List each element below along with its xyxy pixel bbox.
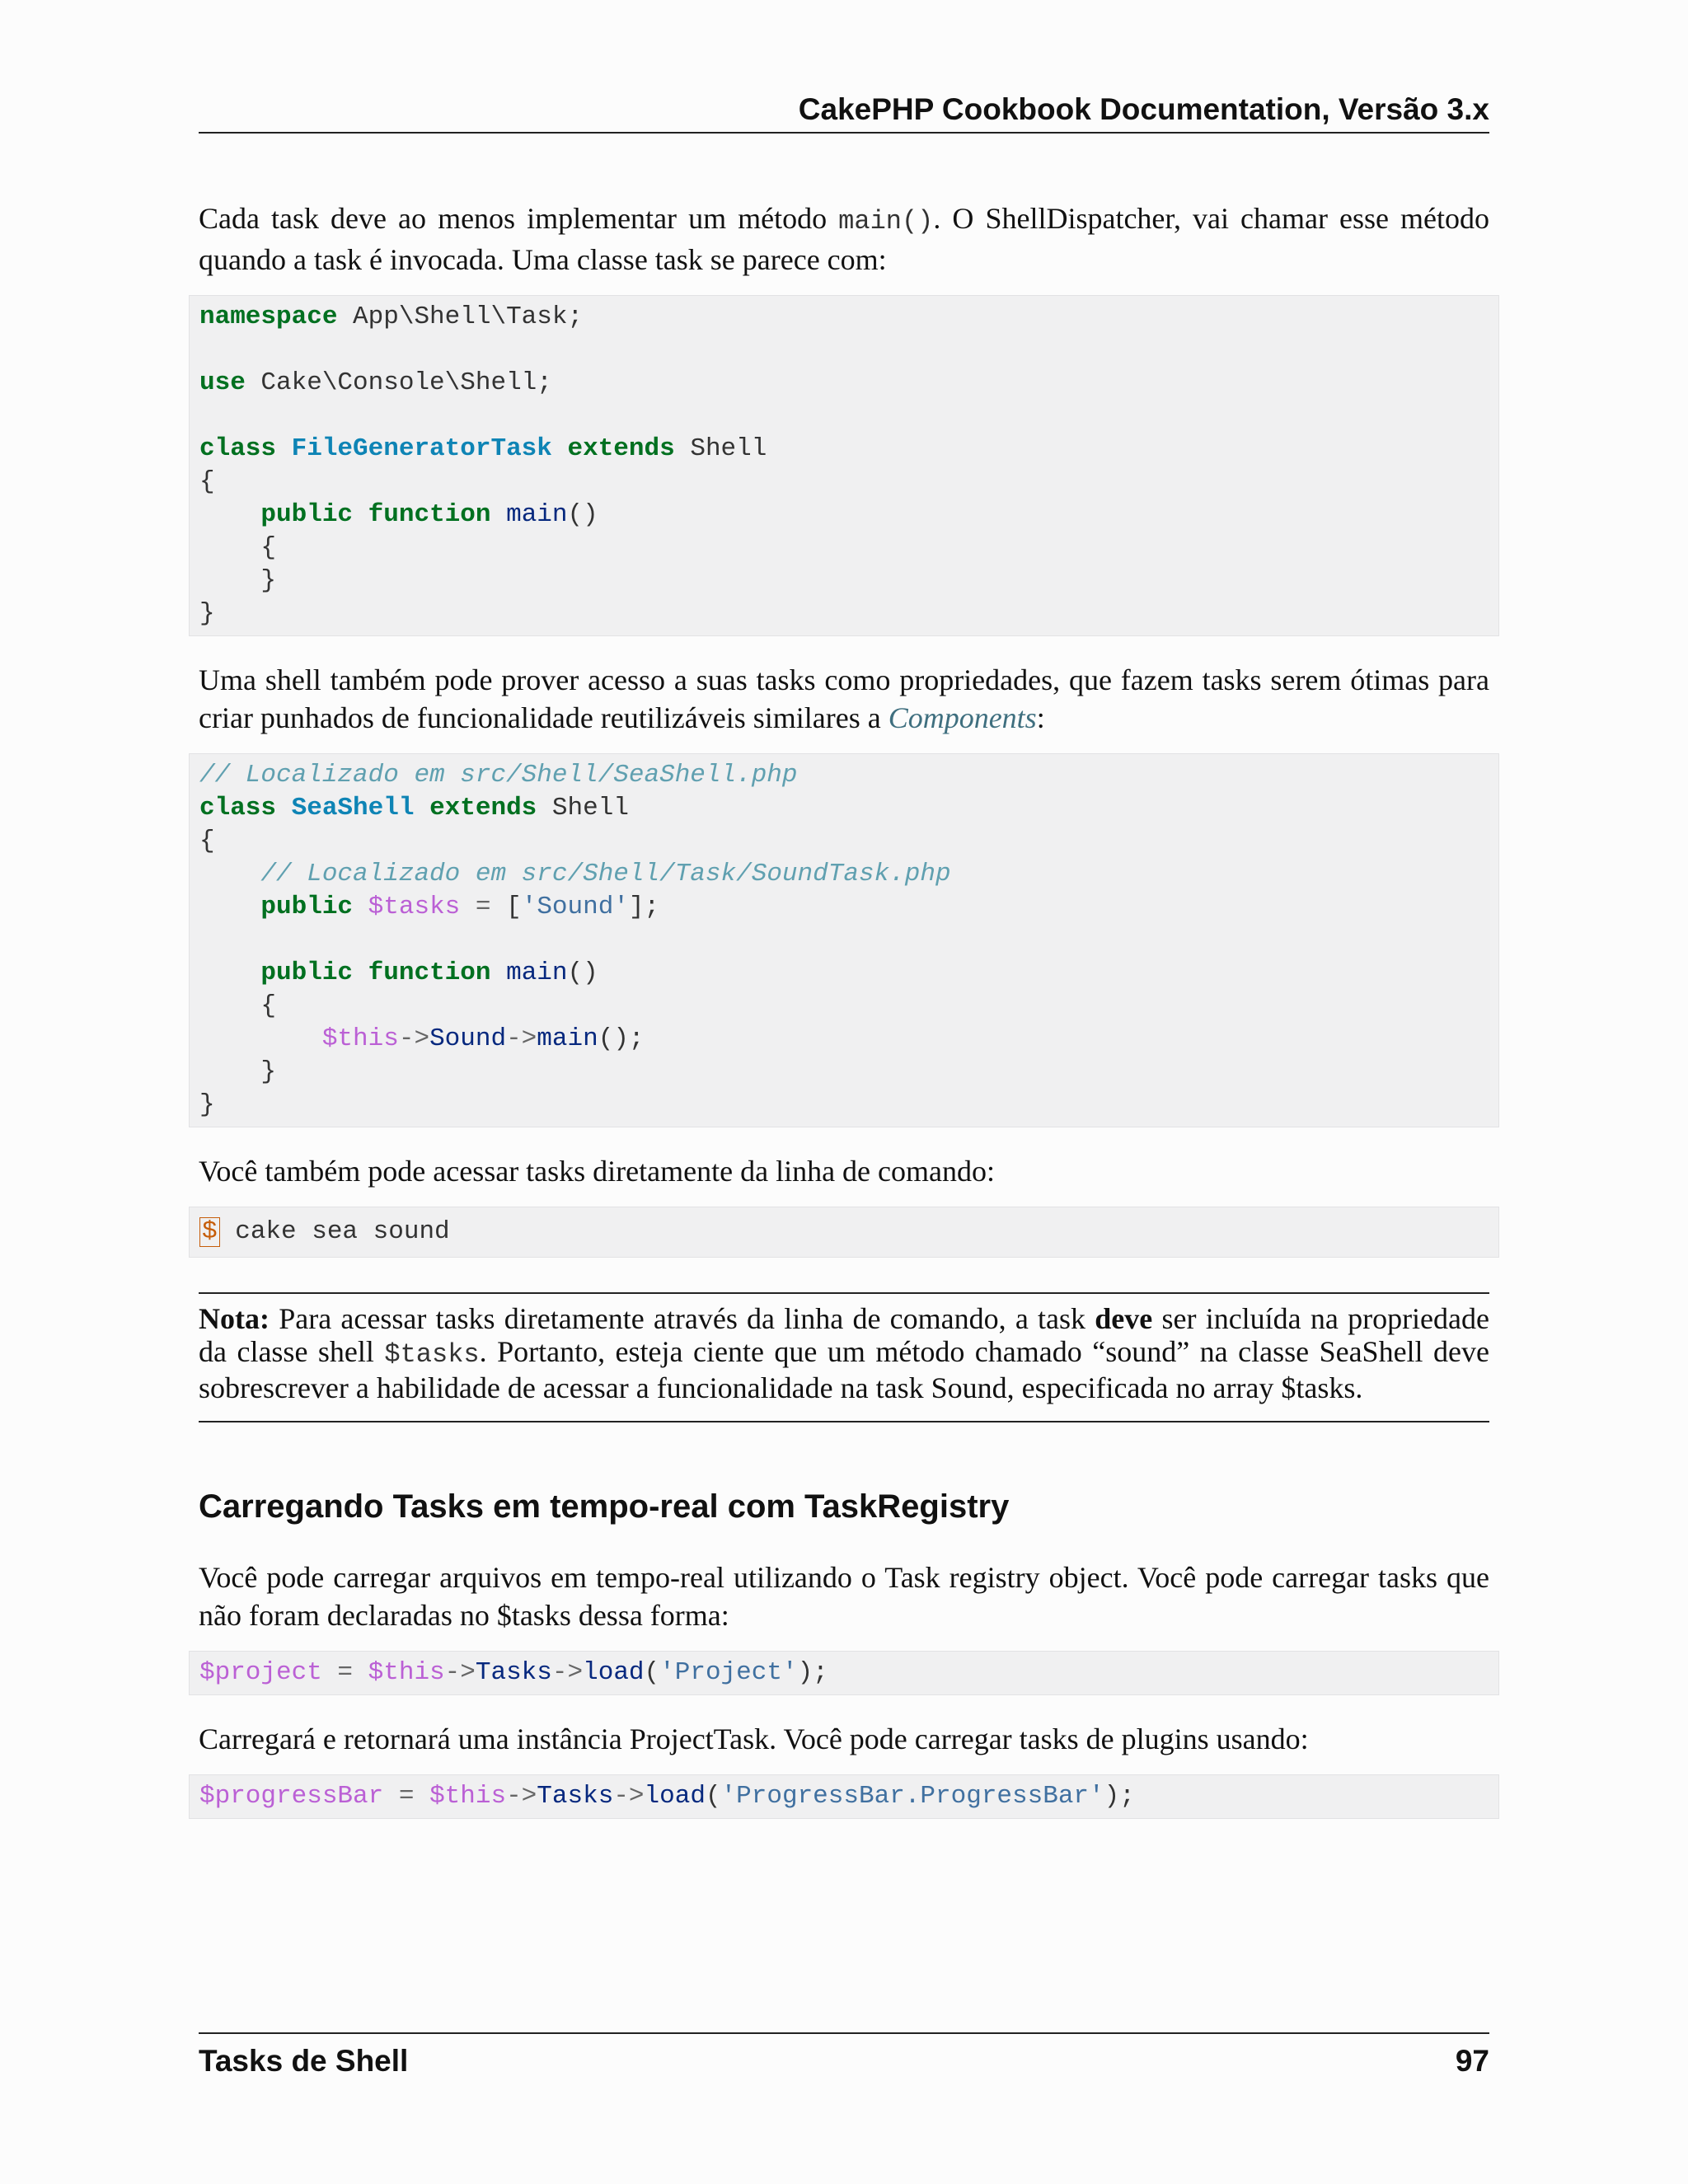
header-title: CakePHP Cookbook Documentation, Versão 3.x (798, 92, 1489, 126)
text: . Portanto, esteja ciente que um método chamado “sound” na classe SeaShell deve sobrescrever a habilidade de acessar a funcionalidade na task Sound, especificada no array $tasks. (199, 1335, 1489, 1404)
paragraph-shell-tasks (199, 661, 1489, 737)
text-bold: deve (1095, 1302, 1153, 1335)
code-token: main (537, 1024, 598, 1053)
code-token: load (644, 1782, 706, 1811)
code-token: } (260, 1057, 277, 1086)
text: . O ShellDispatcher, vai chamar esse método quando a task é invocada. Uma classe task se parece com: (199, 202, 1489, 276)
code-token: Cake\Console\Shell; (245, 368, 552, 397)
code-comment: // Localizado em src/Shell/Task/SoundTask.php (260, 860, 951, 888)
code-token: public (260, 958, 354, 987)
code-token: extends (567, 434, 675, 463)
page-content (199, 199, 1489, 1819)
code-token: ); (1104, 1782, 1135, 1811)
code-token: 'Project' (659, 1658, 798, 1687)
code-token: () (567, 958, 598, 987)
code-token: namespace (199, 302, 338, 331)
code-token: load (583, 1658, 645, 1687)
code-block-console (189, 1207, 1499, 1258)
code-block-load-project (189, 1651, 1499, 1695)
code-token: use (199, 368, 246, 397)
code-token: [ (506, 893, 522, 921)
code-token: Tasks (475, 1658, 552, 1687)
code-token: { (260, 533, 277, 562)
console-command: cake sea sound (219, 1217, 450, 1246)
code-token: -> (506, 1782, 537, 1811)
code-token: Shell (690, 434, 767, 463)
running-header (199, 92, 1489, 134)
paragraph-task-registry: Você pode carregar arquivos em tempo-real utilizando o Task registry object. Você pode carregar tasks que não foram declaradas no $tasks dessa forma: (199, 1561, 1489, 1632)
code-block-file-generator-task (189, 295, 1499, 636)
code-token: { (199, 827, 215, 855)
code-token: = (383, 1782, 430, 1811)
code-token: -> (444, 1658, 476, 1687)
code-token: Sound (429, 1024, 507, 1053)
note-admonition (199, 1292, 1489, 1422)
code-token: function (368, 500, 491, 529)
code-comment: // Localizado em src/Shell/SeaShell.php (199, 761, 798, 790)
page-number: 97 (1455, 2044, 1489, 2078)
text: Para acessar tasks diretamente através da linha de comando, a task (269, 1302, 1095, 1335)
running-footer (199, 2032, 1489, 2079)
code-token: App\Shell\Task; (337, 302, 584, 331)
code-token: SeaShell (291, 794, 415, 823)
code-token: $this (321, 1024, 399, 1053)
code-block-load-progressbar (189, 1774, 1499, 1819)
code-token: () (567, 500, 598, 529)
code-token: main (506, 500, 568, 529)
code-token: extends (429, 794, 537, 823)
code-token: -> (506, 1024, 537, 1053)
code-token: ); (797, 1658, 828, 1687)
code-token: $project (199, 1658, 322, 1687)
code-token: -> (613, 1782, 645, 1811)
code-token: -> (398, 1024, 430, 1053)
text: ser incluída na propriedade da classe shell (199, 1302, 1489, 1368)
inline-code-main: main() (838, 206, 934, 237)
code-token: 'Sound' (521, 893, 629, 921)
code-token: = (321, 1658, 368, 1687)
code-token: Shell (551, 794, 629, 823)
code-token: 'ProgressBar.ProgressBar' (720, 1782, 1104, 1811)
code-token: $progressBar (199, 1782, 384, 1811)
code-token: $this (429, 1782, 507, 1811)
code-token: $tasks (368, 893, 461, 921)
code-token: ( (705, 1782, 721, 1811)
code-block-sea-shell (189, 753, 1499, 1127)
text: Uma shell também pode prover acesso a suas tasks como propriedades, que fazem tasks serem ótimas para criar punhados de funcionalidade reutilizáveis similares a (199, 663, 1489, 734)
note-label: Nota: (199, 1302, 270, 1335)
section-heading: Carregando Tasks em tempo-real com TaskRegistry (199, 1488, 1010, 1525)
footer-section-title: Tasks de Shell (199, 2044, 409, 2078)
text: : (1036, 701, 1045, 734)
paragraph-command-line: Você também pode acessar tasks diretamente da linha de comando: (199, 1155, 995, 1188)
text: Cada task deve ao menos implementar um método (199, 202, 839, 235)
code-token: = (475, 893, 491, 921)
code-token: } (199, 599, 215, 628)
code-token: -> (551, 1658, 584, 1687)
console-prompt: $ (199, 1217, 220, 1247)
code-token: public (260, 500, 354, 529)
code-token: } (199, 1090, 215, 1119)
code-token: ( (644, 1658, 660, 1687)
code-token: ]; (628, 893, 660, 921)
paragraph-plugin-tasks: Carregará e retornará uma instância ProjectTask. Você pode carregar tasks de plugins usando: (199, 1722, 1309, 1755)
code-token: FileGeneratorTask (291, 434, 552, 463)
paragraph-task-intro (199, 199, 1489, 279)
code-token: $this (368, 1658, 445, 1687)
code-token: { (199, 467, 215, 496)
code-token: Tasks (537, 1782, 614, 1811)
code-token: { (260, 991, 277, 1020)
code-token: (); (598, 1024, 645, 1053)
code-token: function (368, 958, 491, 987)
code-token: class (199, 434, 277, 463)
code-token: class (199, 794, 277, 823)
code-token: public (260, 893, 354, 921)
code-token: main (506, 958, 568, 987)
code-token: } (260, 566, 277, 595)
inline-code-tasks: $tasks (384, 1339, 480, 1370)
components-link[interactable]: Components (888, 701, 1037, 734)
